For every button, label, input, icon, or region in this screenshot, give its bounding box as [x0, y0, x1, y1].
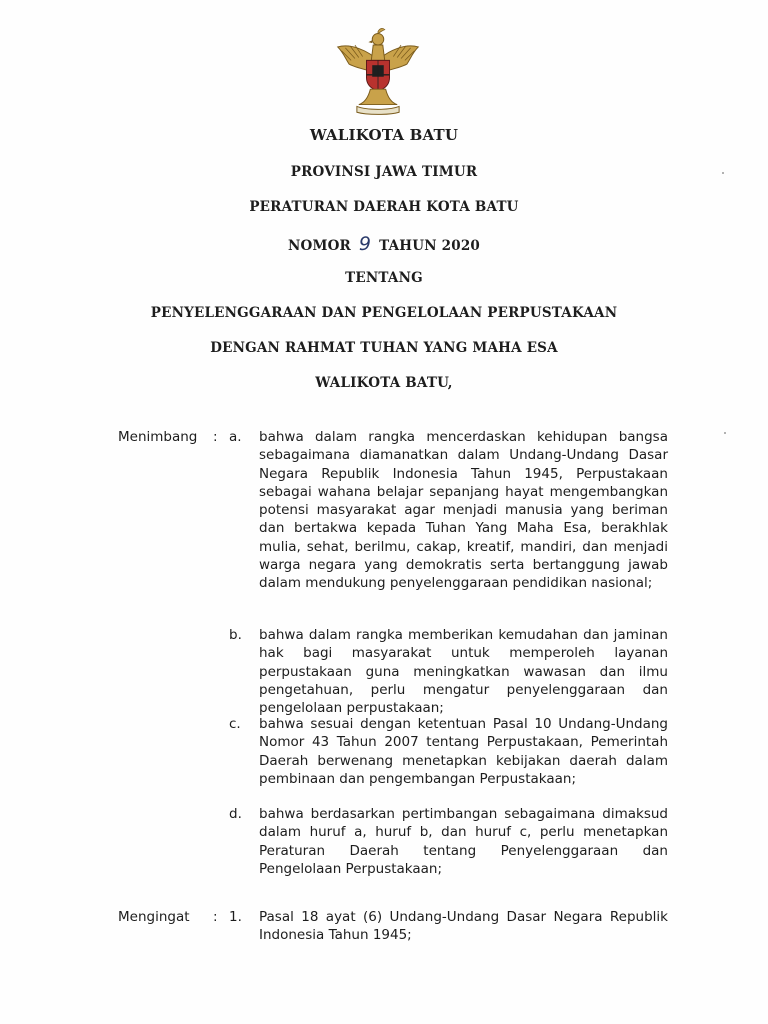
menimbang-item-d: bahwa berdasarkan pertimbangan sebagaimana dimaksud dalam huruf a, huruf b, dan huruf c, perlu menetapkan Peraturan Daerah tentang Penyelenggaraan dan Pengelolaan Perpustakaan;	[259, 806, 668, 877]
number-suffix: TAHUN 2020	[379, 238, 481, 254]
about-heading: TENTANG	[345, 270, 423, 286]
menimbang-label: Menimbang	[118, 429, 198, 445]
number-prefix: NOMOR	[287, 238, 351, 254]
menimbang-marker-b: b.	[229, 627, 242, 643]
scan-speck	[724, 432, 726, 434]
issuer-title: WALIKOTA BATU	[309, 126, 459, 144]
menimbang-colon: :	[213, 429, 218, 445]
mengingat-item-1: Pasal 18 ayat (6) Undang-Undang Dasar Negara Republik Indonesia Tahun 1945;	[259, 909, 668, 944]
scan-speck	[722, 172, 724, 174]
issuer-line: WALIKOTA BATU,	[315, 375, 453, 391]
regulation-title: PERATURAN DAERAH KOTA BATU	[249, 199, 519, 215]
menimbang-item-c: bahwa sesuai dengan ketentuan Pasal 10 Undang-Undang Nomor 43 Tahun 2007 tentang Perpustakaan, Pemerintah Daerah berwenang menetapkan kebijakan daerah dalam pembinaan dan pengembangan Perpustakaan;	[259, 716, 668, 787]
menimbang-marker-a: a.	[229, 429, 242, 445]
regulation-subject: PENYELENGGARAAN DAN PENGELOLAAN PERPUSTAKAAN	[150, 305, 618, 321]
regulation-number	[0, 233, 768, 255]
number-value: 9	[358, 233, 372, 255]
menimbang-item-a: bahwa dalam rangka mencerdaskan kehidupan bangsa sebagaimana diamanatkan dalam Undang-Undang Dasar Negara Republik Indonesia Tahun 1945, Perpustakaan sebagai wahana belajar sepanjang hayat mengembangkan potensi masyarakat agar menjadi manusia yang beriman dan bertakwa kepada Tuhan Yang Maha Esa, berakhlak mulia, sehat, berilmu, cakap, kreatif, mandiri, dan menjadi warga negara yang demokratis serta bertanggung jawab dalam mendukung penyelenggaraan pendidikan nasional;	[259, 429, 668, 592]
menimbang-marker-c: c.	[229, 716, 241, 732]
menimbang-marker-d: d.	[229, 806, 242, 822]
mengingat-colon: :	[213, 909, 218, 925]
province-title: PROVINSI JAWA TIMUR	[290, 164, 478, 180]
mengingat-label: Mengingat	[118, 909, 190, 925]
mengingat-marker-1: 1.	[229, 909, 242, 925]
menimbang-item-b: bahwa dalam rangka memberikan kemudahan dan jaminan hak bagi masyarakat untuk memperoleh layanan perpustakaan guna meningkatkan wawasan dan ilmu pengetahuan, perlu mengatur penyelenggaraan dan pengelolaan perpustakaan;	[259, 627, 668, 717]
garuda-emblem-icon	[330, 22, 426, 118]
blessing-line: DENGAN RAHMAT TUHAN YANG MAHA ESA	[210, 340, 558, 356]
